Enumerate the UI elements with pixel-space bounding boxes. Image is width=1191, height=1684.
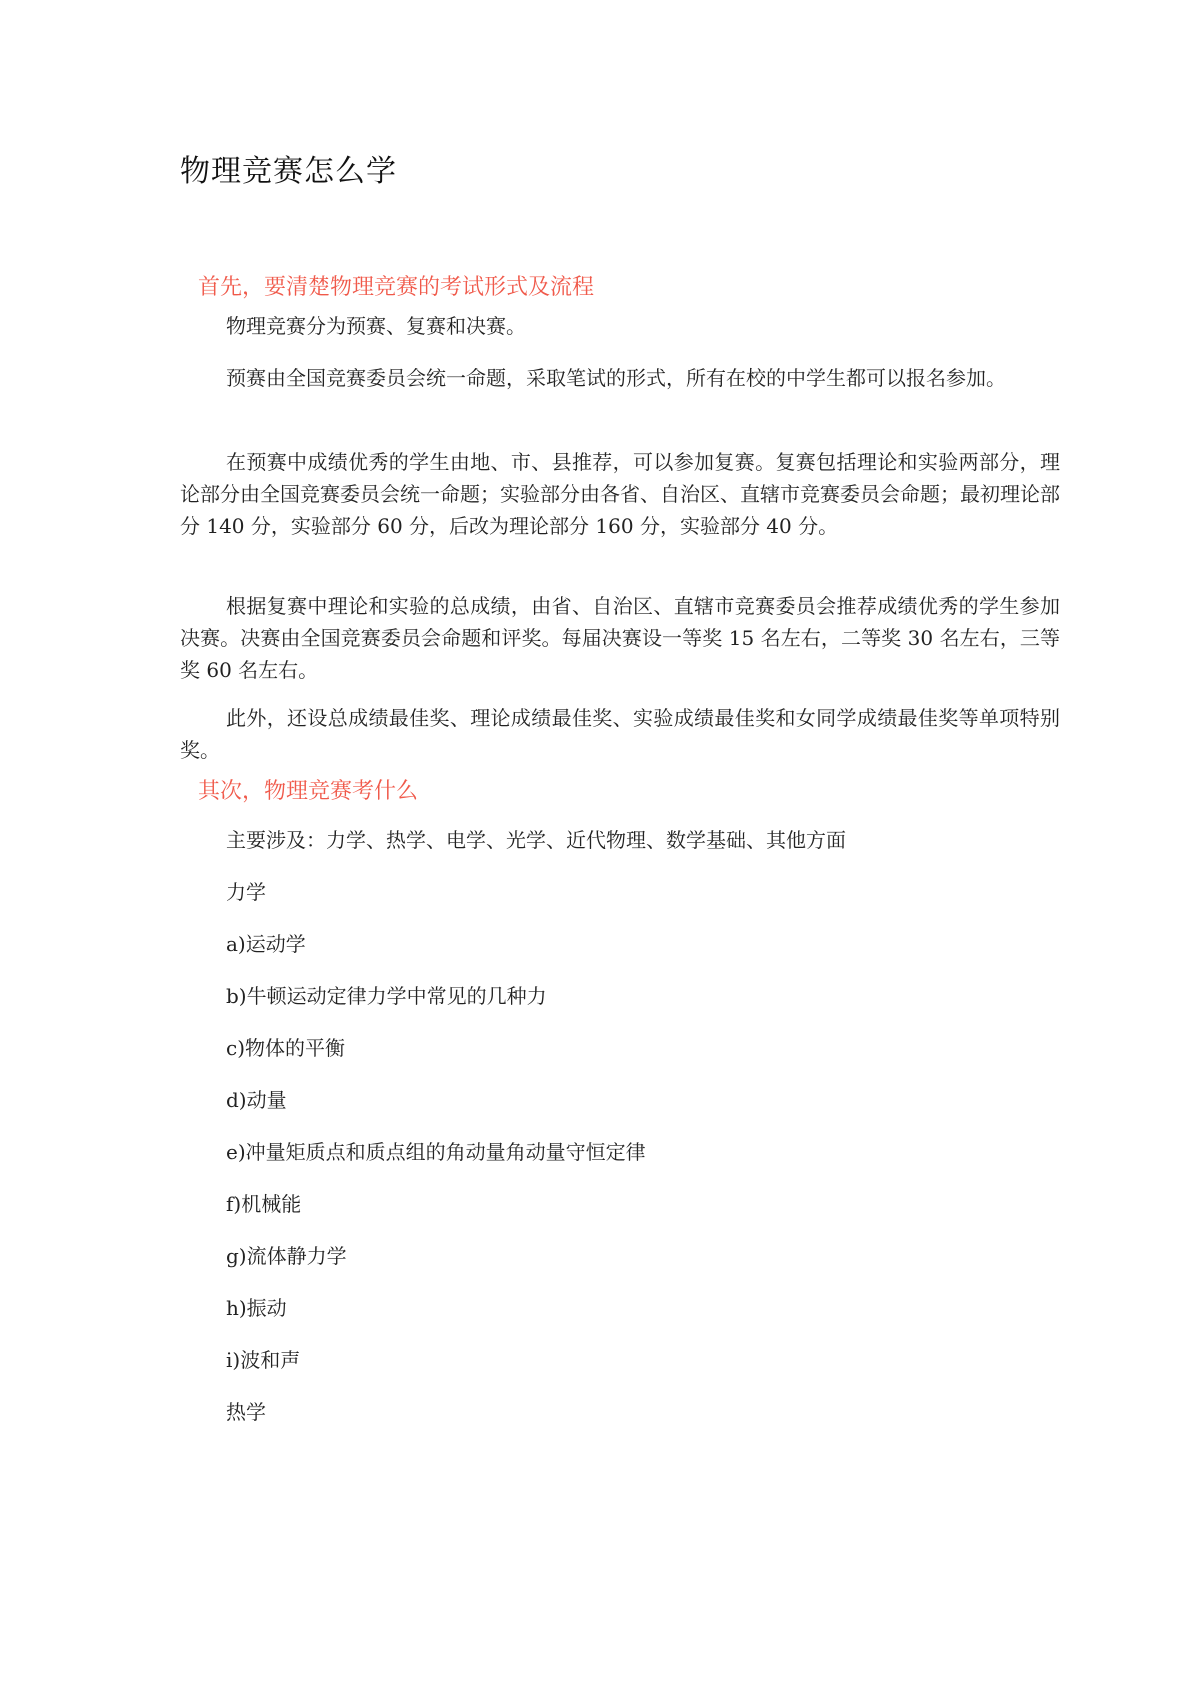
paragraph-special-awards: 此外，还设总成绩最佳奖、理论成绩最佳奖、实验成绩最佳奖和女同学成绩最佳奖等单项特别奖。 [180, 706, 1060, 762]
paragraph-semifinal: 在预赛中成绩优秀的学生由地、市、县推荐，可以参加复赛。复赛包括理论和实验两部分，理论部分由全国竞赛委员会统一命题；实验部分由各省、自治区、直辖市竞赛委员会命题；最初理论部分 140 分，实验部分 60 分，后改为理论部分 160 分，实验部分 40 分。 [180, 450, 1060, 538]
paragraph-stages: 物理竞赛分为预赛、复赛和决赛。 [226, 314, 526, 338]
paragraph-final: 根据复赛中理论和实验的总成绩，由省、自治区、直辖市竞赛委员会推荐成绩优秀的学生参加决赛。决赛由全国竞赛委员会命题和评奖。每届决赛设一等奖 15 名左右，二等奖 30 名左右，三等奖 60 名左右。 [180, 594, 1060, 682]
list-item: d)动量 [226, 1088, 287, 1112]
list-item: b)牛顿运动定律力学中常见的几种力 [226, 984, 547, 1008]
list-item: a)运动学 [226, 932, 306, 956]
section-heading-exam-format: 首先，要清楚物理竞赛的考试形式及流程 [198, 275, 595, 300]
paragraph-preliminary: 预赛由全国竞赛委员会统一命题，采取笔试的形式，所有在校的中学生都可以报名参加。 [226, 366, 1006, 390]
list-item: e)冲量矩质点和质点组的角动量角动量守恒定律 [226, 1140, 646, 1164]
list-item: i)波和声 [226, 1348, 301, 1372]
list-item: h)振动 [226, 1296, 287, 1320]
topics-overview: 主要涉及：力学、热学、电学、光学、近代物理、数学基础、其他方面 [226, 828, 846, 852]
list-item: c)物体的平衡 [226, 1036, 346, 1060]
subject-mechanics: 力学 [226, 880, 266, 904]
list-item: g)流体静力学 [226, 1244, 347, 1268]
page-title: 物理竞赛怎么学 [180, 154, 397, 189]
subject-thermodynamics: 热学 [226, 1400, 266, 1424]
list-item: f)机械能 [226, 1192, 302, 1216]
section-heading-exam-content: 其次，物理竞赛考什么 [198, 779, 419, 804]
